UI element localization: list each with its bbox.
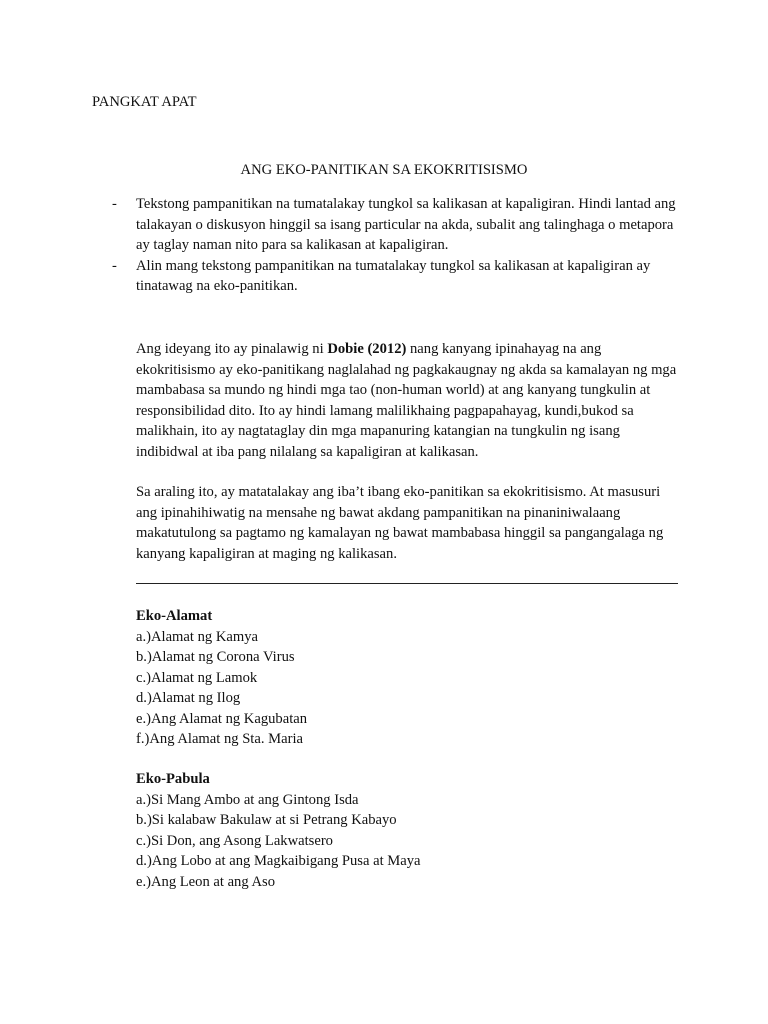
list-item: d.)Ang Lobo at ang Magkaibigang Pusa at Maya: [136, 853, 421, 869]
list-item: e.)Ang Alamat ng Kagubatan: [136, 710, 308, 727]
list-item: a.)Alamat ng Kamya: [136, 628, 258, 645]
section-list: [136, 627, 676, 750]
paragraph-text: nang kanyang ipinahayag na ang ekokritisismo ay eko-panitikang naglalahad ng pagkakaugnay ng akda sa kamalayan ng mga mambabasa sa mundo ng hindi mga tao (non-human world) at ang kanyang tungkulin at responsibilidad dito. Ito ay hindi lamang malilikhaing pagpapahayag, kundi,bukod sa malikhain, ito ay nagtataglay din mga mapanuring katangian na tungkulin ng isang indibidwal at iba pang nilalang sa kapaligiran at kalikasan.: [136, 341, 677, 460]
bullet-marker: -: [112, 257, 117, 274]
bullet-item: [112, 194, 678, 256]
paragraph-text: Ang ideyang ito ay pinalawig ni: [136, 341, 328, 357]
list-item: b.)Alamat ng Corona Virus: [136, 649, 295, 665]
section-title: Eko-Pabula: [136, 771, 210, 787]
list-item: e.)Ang Leon at ang Aso: [136, 873, 276, 890]
bullet-marker: -: [112, 196, 117, 212]
list-item: f.)Ang Alamat ng Sta. Maria: [136, 731, 303, 747]
citation-bold: Dobie (2012): [327, 341, 407, 357]
list-item: c.)Alamat ng Lamok: [136, 669, 258, 686]
document-title: ANG EKO-PANITIKAN SA EKOKRITISISMO: [240, 162, 528, 178]
bullet-text: Tekstong pampanitikan na tumatalakay tungkol sa kalikasan at kapaligiran. Hindi lantad ang talakayan o diskusyon hinggil sa isang particular na akda, subalit ang talinghaga o metapora ay taglay naman nito para sa kalikasan at kapaligiran.: [136, 196, 676, 253]
section-eko-alamat: [136, 606, 676, 750]
bullet-item: [112, 256, 678, 297]
paragraph-dobie: [136, 339, 681, 462]
paragraph-aralin: Sa araling ito, ay matatalakay ang iba’t ibang eko-panitikan sa ekokritisismo. At masusuri ang ipinahihiwatig na mensahe ng bawat akdang pampanitikan na pinaniniwalaang makatutulong sa pagtamo ng kamalayan ng bawat mambabasa hinggil sa pangangalaga ng kanyang kapaligiran at maging ng kalikasan.: [136, 484, 664, 562]
section-eko-pabula: [136, 769, 676, 892]
list-item: b.)Si kalabaw Bakulaw at si Petrang Kabayo: [136, 812, 397, 828]
list-item: a.)Si Mang Ambo at ang Gintong Isda: [136, 791, 359, 808]
list-item: d.)Alamat ng Ilog: [136, 690, 241, 706]
definition-bullets: [112, 194, 678, 297]
section-title: Eko-Alamat: [136, 608, 213, 624]
list-item: c.)Si Don, ang Asong Lakwatsero: [136, 832, 333, 849]
horizontal-divider: [136, 583, 678, 584]
group-label: PANGKAT APAT: [92, 94, 197, 110]
section-list: [136, 790, 676, 893]
bullet-text: Alin mang tekstong pampanitikan na tumatalakay tungkol sa kalikasan at kapaligiran ay tinatawag na eko-panitikan.: [136, 257, 651, 294]
